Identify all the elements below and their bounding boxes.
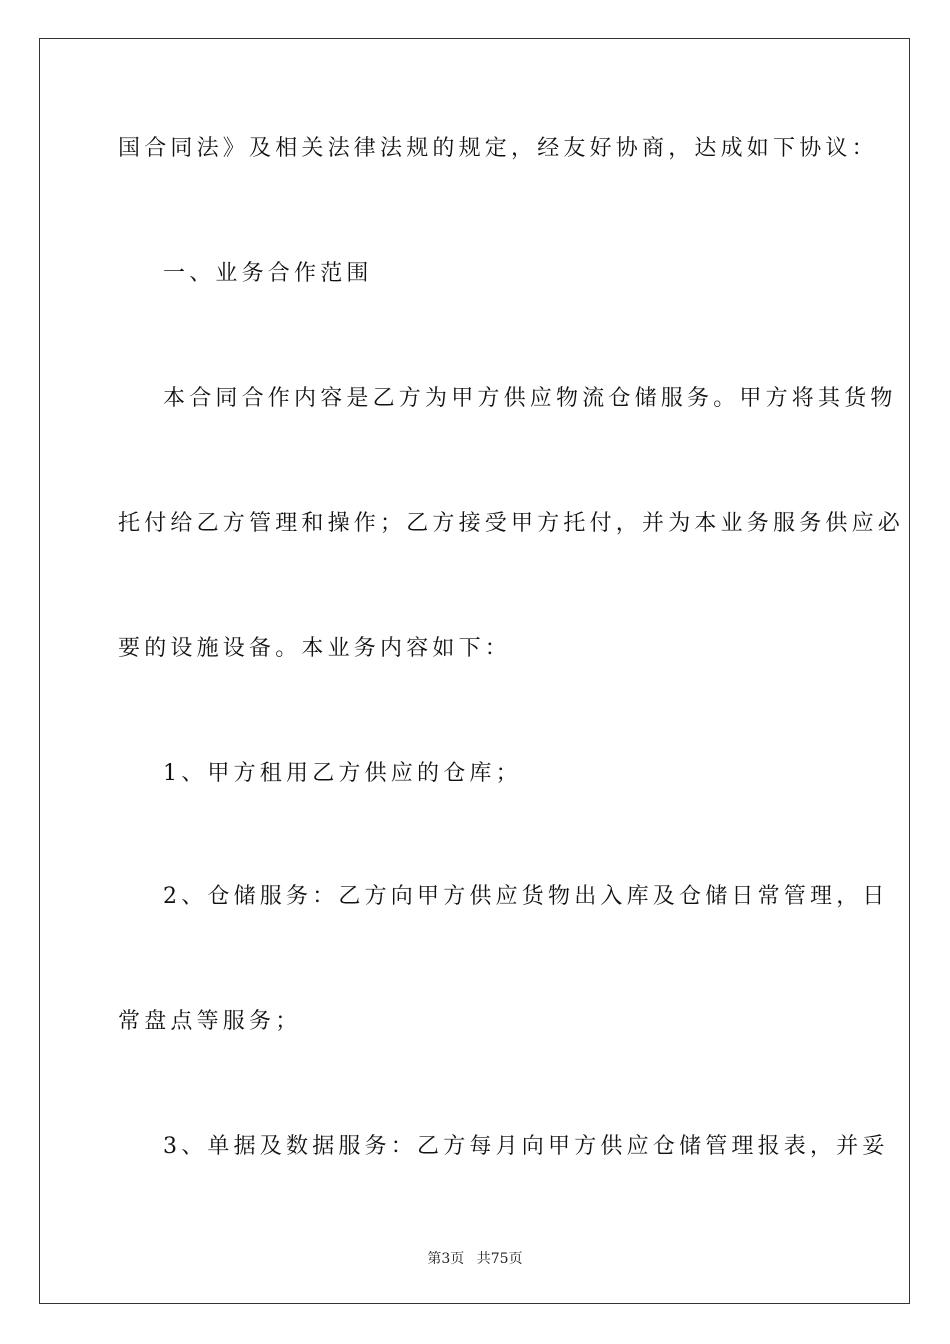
section-heading: 一、业务合作范围 (163, 261, 373, 286)
page-border (39, 38, 910, 1304)
paragraph-line-3: 本合同合作内容是乙方为甲方供应物流仓储服务。甲方将其货物 (163, 386, 897, 411)
page-footer (0, 1248, 950, 1268)
page-number-total: 共75页 (476, 1251, 523, 1267)
paragraph-line-5: 要的设施设备。本业务内容如下： (118, 636, 512, 661)
list-item-1: 1、甲方租用乙方供应的仓库； (163, 761, 522, 786)
paragraph-line-1: 国合同法》及相关法律法规的规定，经友好协商，达成如下协议： (118, 136, 878, 161)
paragraph-line-4: 托付给乙方管理和操作；乙方接受甲方托付，并为本业务服务供应必 (118, 511, 905, 536)
page-number-current: 第3页 (427, 1251, 465, 1267)
list-item-2: 2、仓储服务：乙方向甲方供应货物出入库及仓储日常管理，日 (163, 884, 889, 909)
list-item-3: 3、单据及数据服务：乙方每月向甲方供应仓储管理报表，并妥 (163, 1134, 889, 1159)
list-item-2-continuation: 常盘点等服务； (118, 1009, 302, 1034)
